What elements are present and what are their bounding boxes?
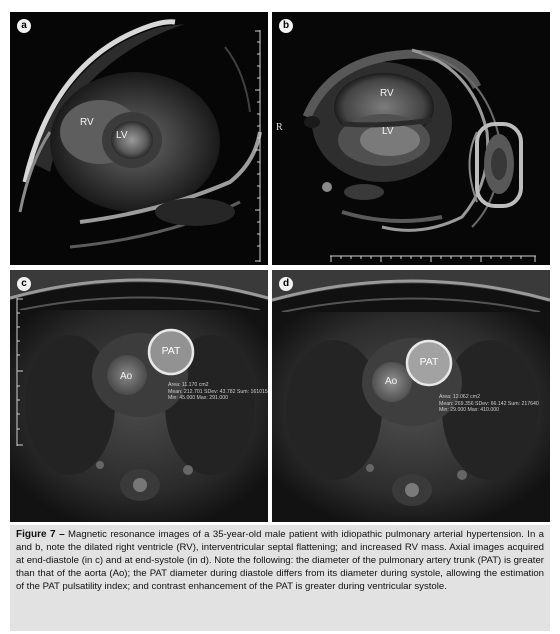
- panel-letter-c: c: [17, 277, 31, 291]
- side-marker-right: R: [276, 122, 283, 133]
- roi-min-max: Min: 29.000 Max: 410.000: [439, 407, 499, 414]
- mri-panel-a: [10, 12, 268, 265]
- scale-bar-horizontal: [330, 254, 536, 264]
- mri-panel-c: [10, 270, 268, 522]
- panel-letter-d: d: [279, 277, 293, 291]
- panel-letter-b: b: [279, 19, 293, 33]
- mri-panel-d: [272, 270, 550, 522]
- roi-mean-sdev-sum: Mean: 212.701 SDev: 43.782 Sum: 161015: [168, 388, 268, 395]
- label-pat: PAT: [161, 345, 181, 357]
- figure-label: Figure 7 –: [16, 529, 65, 540]
- scale-bar-vertical: [13, 298, 25, 446]
- label-ao: Ao: [120, 371, 133, 382]
- figure-caption: [10, 525, 550, 631]
- roi-mean-sdev-sum: Mean: 269.356 SDev: 66.142 Sum: 217640: [439, 400, 539, 407]
- label-pat: PAT: [419, 356, 439, 368]
- label-lv: LV: [116, 130, 128, 141]
- mri-image-four-chamber: [272, 12, 550, 265]
- caption-text: Magnetic resonance images of a 35-year-old male patient with idiopathic pulmonary arterial hypertension. In a and b, note the dilated right ventricle (RV), interventricular septal flattening; and increased RV mass. Axial images acquired at end-diastole (in c) and at end-systole (in d). Note the following: the diameter of the pulmonary artery trunk (PAT) is greater than that of the aorta (Ao); the PAT diameter during diastole differs from its diameter during systole, allowing the estimation of the PAT pulsatility index; and contrast enhancement of the PAT is greater during ventricular systole.: [16, 529, 544, 593]
- roi-area: Area: 11.170 cm2: [168, 382, 209, 388]
- label-rv: RV: [80, 117, 94, 128]
- label-ao: Ao: [385, 376, 398, 387]
- roi-area: Area: 12.062 cm2: [439, 394, 480, 400]
- roi-measurement: [168, 382, 268, 402]
- roi-measurement: [439, 394, 539, 414]
- scale-bar-vertical: [252, 30, 264, 262]
- mri-panel-b: [272, 12, 550, 265]
- label-lv: LV: [382, 126, 394, 137]
- panel-letter-a: a: [17, 19, 31, 33]
- roi-min-max: Min: 45.000 Max: 291.000: [168, 395, 228, 402]
- label-rv: RV: [380, 88, 394, 99]
- mri-image-short-axis: [10, 12, 268, 265]
